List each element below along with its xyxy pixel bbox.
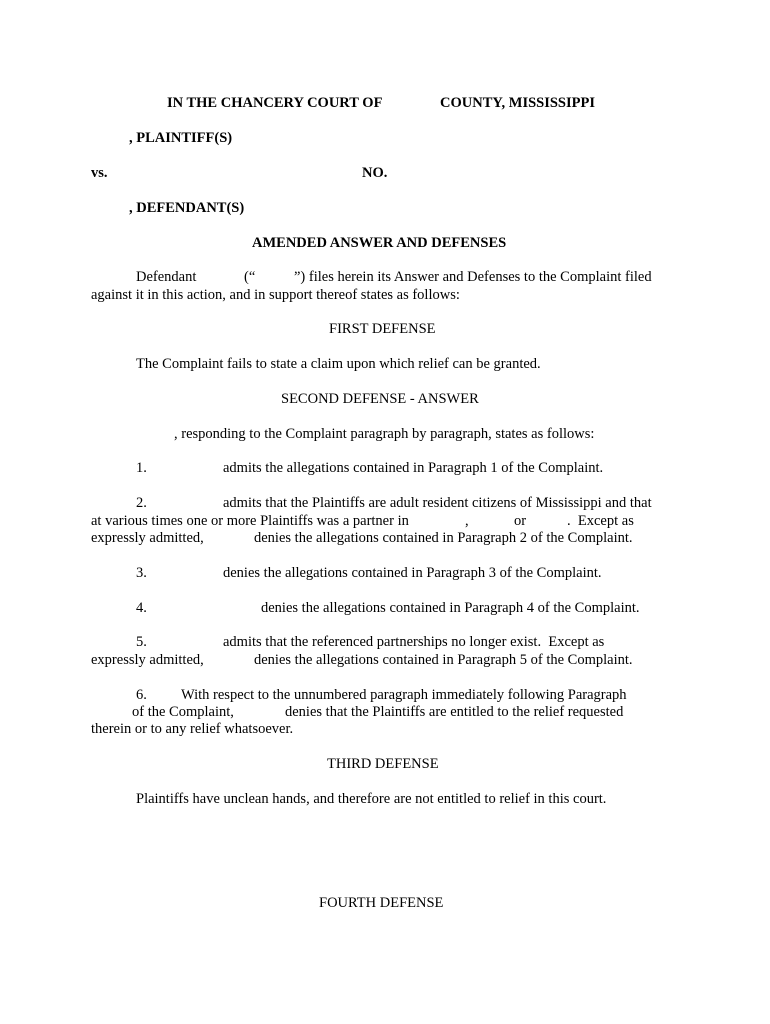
document-title: AMENDED ANSWER AND DEFENSES	[252, 235, 507, 251]
paragraph-2-line-2a: at various times one or more Plaintiffs was a partner in	[91, 513, 409, 529]
third-defense-heading: THIRD DEFENSE	[327, 756, 439, 772]
paragraph-4-number: 4.	[136, 600, 147, 616]
intro-open-quote: (“	[244, 269, 256, 285]
intro-defendant-word: Defendant	[136, 269, 197, 285]
paragraph-2-number: 2.	[136, 495, 147, 511]
paragraph-6-line-1: With respect to the unnumbered paragraph immediately following Paragraph	[181, 687, 627, 703]
intro-line-1: ”) files herein its Answer and Defenses to the Complaint filed	[294, 269, 652, 285]
paragraph-1-number: 1.	[136, 460, 147, 476]
intro-line-2: against it in this action, and in support thereof states as follows:	[91, 287, 460, 303]
plaintiff-label: , PLAINTIFF(S)	[129, 130, 233, 146]
paragraph-5-line-2a: expressly admitted,	[91, 652, 204, 668]
court-name-suffix: COUNTY, MISSISSIPPI	[440, 95, 595, 111]
paragraph-1-text: admits the allegations contained in Paragraph 1 of the Complaint.	[223, 460, 604, 476]
paragraph-2-line-2c: or	[514, 513, 527, 529]
third-defense-text: Plaintiffs have unclean hands, and therefore are not entitled to relief in this court.	[136, 791, 607, 807]
case-number-label: NO.	[362, 165, 388, 181]
second-defense-intro: , responding to the Complaint paragraph by paragraph, states as follows:	[174, 426, 595, 442]
paragraph-6-line-2a: of the Complaint,	[132, 704, 234, 720]
paragraph-2-line-1: admits that the Plaintiffs are adult resident citizens of Mississippi and that	[223, 495, 652, 511]
fourth-defense-heading: FOURTH DEFENSE	[319, 895, 444, 911]
defendant-label: , DEFENDANT(S)	[129, 200, 245, 216]
versus-label: vs.	[91, 165, 108, 181]
paragraph-2-line-2b: ,	[465, 513, 469, 529]
paragraph-3-number: 3.	[136, 565, 147, 581]
first-defense-text: The Complaint fails to state a claim upon which relief can be granted.	[136, 356, 541, 372]
first-defense-heading: FIRST DEFENSE	[329, 321, 436, 337]
court-name-prefix: IN THE CHANCERY COURT OF	[167, 95, 383, 111]
paragraph-6-line-2b: denies that the Plaintiffs are entitled to the relief requested	[285, 704, 624, 720]
paragraph-2-line-2d: . Except as	[567, 513, 634, 529]
paragraph-5-line-2b: denies the allegations contained in Paragraph 5 of the Complaint.	[254, 652, 633, 668]
paragraph-3-text: denies the allegations contained in Paragraph 3 of the Complaint.	[223, 565, 602, 581]
paragraph-6-line-3: therein or to any relief whatsoever.	[91, 721, 294, 737]
paragraph-2-line-3b: denies the allegations contained in Paragraph 2 of the Complaint.	[254, 530, 633, 546]
second-defense-heading: SECOND DEFENSE - ANSWER	[281, 391, 479, 407]
paragraph-2-line-3a: expressly admitted,	[91, 530, 204, 546]
paragraph-5-number: 5.	[136, 634, 147, 650]
paragraph-4-text: denies the allegations contained in Paragraph 4 of the Complaint.	[261, 600, 640, 616]
paragraph-5-line-1: admits that the referenced partnerships no longer exist. Except as	[223, 634, 605, 650]
paragraph-6-number: 6.	[136, 687, 147, 703]
